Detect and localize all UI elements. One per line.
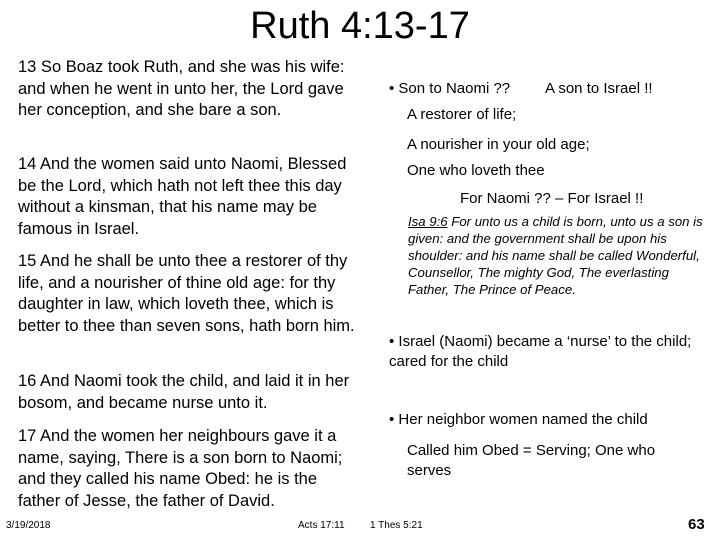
loveth-note: One who loveth thee [407, 162, 545, 179]
isaiah-text: For unto us a child is born, unto us a son is given: and the government shall be upon his shoulder: and his name shall be called Wonderful, Counsellor, The mighty God, The everlasting Father, The Prince of Peace. [408, 214, 703, 297]
son-to-naomi-note [389, 79, 510, 99]
israel-nurse-text: Israel (Naomi) became a ‘nurse’ to the child; cared for the child [389, 333, 692, 370]
isaiah-quote [408, 213, 708, 298]
verse-13: 13 So Boaz took Ruth, and she was his wife: and when he went in unto her, the Lord gave her conception, and she bare a son. [18, 58, 345, 119]
footer-acts-reference: Acts 17:11 [298, 520, 345, 531]
for-naomi-note: For Naomi ?? – For Israel !! [460, 190, 644, 207]
neighbor-note [389, 410, 648, 430]
page-number: 63 [688, 516, 705, 533]
son-to-israel-note: A son to Israel !! [545, 80, 653, 97]
isaiah-reference: Isa 9:6 [408, 214, 448, 229]
slide-title: Ruth 4:13-17 [250, 5, 470, 47]
verse-14: 14 And the women said unto Naomi, Blessed be the Lord, which hath not left thee this day without a kinsman, that his name may be famous in Israel. [18, 155, 347, 238]
footer-thes-reference: 1 Thes 5:21 [370, 520, 423, 531]
verse-17: 17 And the women her neighbours gave it a name, saying, There is a son born to Naomi; and they called his name Obed: he is the father of Jesse, the father of David. [18, 427, 343, 510]
son-to-naomi-text: Son to Naomi ?? [398, 80, 511, 97]
obed-note: Called him Obed = Serving; One who serves [407, 442, 656, 479]
verse-16: 16 And Naomi took the child, and laid it in her bosom, and became nurse unto it. [18, 372, 350, 412]
nourisher-note: A nourisher in your old age; [407, 136, 590, 153]
neighbor-text: Her neighbor women named the child [398, 411, 648, 428]
footer-date: 3/19/2018 [6, 520, 51, 531]
restorer-note: A restorer of life; [407, 106, 517, 123]
verse-15: 15 And he shall be unto thee a restorer of thy life, and a nourisher of thine old age: for thy daughter in law, which loveth thee, which is better to thee than seven sons, hath born him. [18, 252, 355, 335]
israel-nurse-note [389, 332, 699, 372]
